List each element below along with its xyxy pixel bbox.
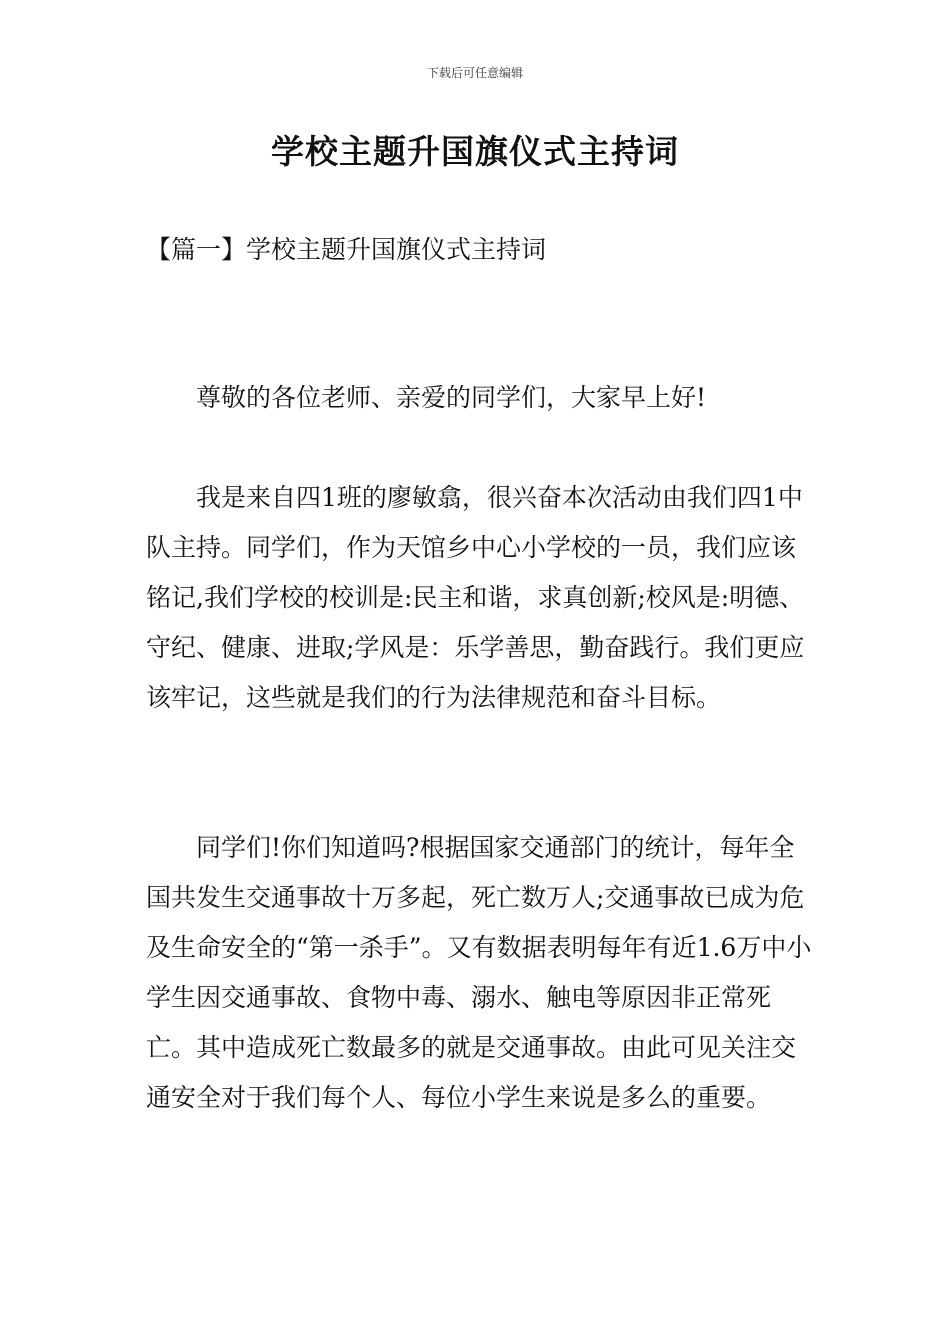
section-heading: 【篇一】学校主题升国旗仪式主持词: [146, 235, 547, 264]
document-title: 学校主题升国旗仪式主持词: [271, 132, 679, 171]
paragraph-introduction: 我是来自四1班的廖敏翕，很兴奋本次活动由我们四1中队主持。同学们，作为天馆乡中心小学校的一员，我们应该铭记,我们学校的校训是:民主和谐，求真创新;校风是:明德、守纪、健康、进取;学风是：乐学善思，勤奋践行。我们更应该牢记，这些就是我们的行为法律规范和奋斗目标。: [146, 483, 805, 712]
header-note: 下载后可任意编辑: [426, 66, 523, 80]
paragraph-traffic-safety: 同学们!你们知道吗?根据国家交通部门的统计，每年全国共发生交通事故十万多起，死亡数万人;交通事故已成为危及生命安全的“第一杀手”。又有数据表明每年有近1.6万中小学生因交通事故、食物中毒、溺水、触电等原因非正常死亡。其中造成死亡数最多的就是交通事故。由此可见关注交通安全对于我们每个人、每位小学生来说是多么的重要。: [146, 833, 812, 1112]
paragraph-greeting: 尊敬的各位老师、亲爱的同学们，大家早上好!: [196, 383, 707, 412]
